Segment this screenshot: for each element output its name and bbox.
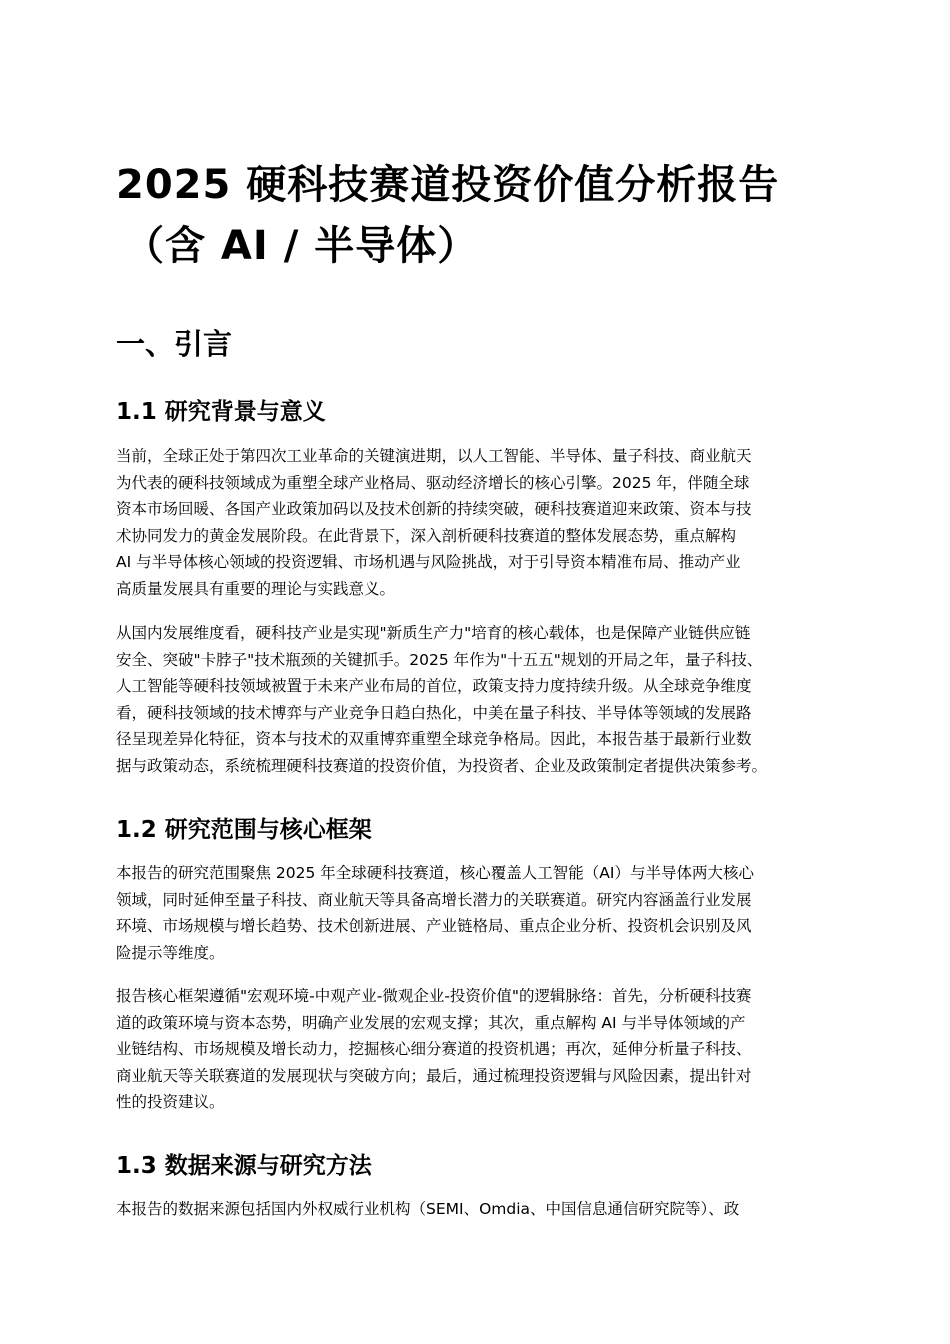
document-title-line-2: （含 AI / 半导体） <box>124 223 479 269</box>
text-line: 人工智能等硬科技领域被置于未来产业布局的首位，政策支持力度持续升级。从全球竞争维度 <box>116 677 752 695</box>
subsection-heading-1-3: 1.3 数据来源与研究方法 <box>116 1153 372 1179</box>
paragraph-1-2-b <box>116 983 856 1116</box>
text-line: AI 与半导体核心领域的投资逻辑、市场机遇与风险挑战，对于引导资本精准布局、推动产业 <box>116 553 741 571</box>
paragraph-1-1-b <box>116 620 856 779</box>
subsection-heading-1-2: 1.2 研究范围与核心框架 <box>116 817 372 843</box>
text-line: 高质量发展具有重要的理论与实践意义。 <box>116 579 396 598</box>
text-line: 径呈现差异化特征，资本与技术的双重博弈重塑全球竞争格局。因此，本报告基于最新行业数 <box>116 730 752 748</box>
document-title <box>116 155 856 277</box>
subsection-heading-1-1: 1.1 研究背景与意义 <box>116 399 326 425</box>
text-line: 环境、市场规模与增长趋势、技术创新进展、产业链格局、重点企业分析、投资机会识别及风 <box>116 917 752 935</box>
text-line: 业链结构、市场规模及增长动力，挖掘核心细分赛道的投资机遇；再次，延伸分析量子科技、 <box>116 1040 752 1058</box>
text-line: 资本市场回暖、各国产业政策加码以及技术创新的持续突破，硬科技赛道迎来政策、资本与技 <box>116 500 752 518</box>
text-line: 报告核心框架遵循"宏观环境-中观产业-微观企业-投资价值"的逻辑脉络：首先，分析硬科技赛 <box>116 987 752 1005</box>
text-line: 性的投资建议。 <box>116 1093 225 1111</box>
text-line: 领域，同时延伸至量子科技、商业航天等具备高增长潜力的关联赛道。研究内容涵盖行业发展 <box>116 890 752 909</box>
paragraph-1-1-a <box>116 443 856 602</box>
text-line: 商业航天等关联赛道的发展现状与突破方向；最后，通过梳理投资逻辑与风险因素，提出针对 <box>116 1066 752 1085</box>
text-line: 道的政策环境与资本态势，明确产业发展的宏观支撑；其次，重点解构 AI 与半导体领域的产 <box>116 1013 746 1032</box>
text-line: 当前，全球正处于第四次工业革命的关键演进期，以人工智能、半导体、量子科技、商业航天 <box>116 447 752 465</box>
text-line: 险提示等维度。 <box>116 943 225 962</box>
text-line: 看，硬科技领域的技术博弈与产业竞争日趋白热化，中美在量子科技、半导体等领域的发展路 <box>116 703 752 722</box>
text-line: 从国内发展维度看，硬科技产业是实现"新质生产力"培育的核心载体，也是保障产业链供应链 <box>116 624 751 642</box>
text-line: 为代表的硬科技领域成为重塑全球产业格局、驱动经济增长的核心引擎。2025 年，伴随全球 <box>116 473 750 492</box>
text-line: 本报告的数据来源包括国内外权威行业机构（SEMI、Omdia、中国信息通信研究院等）、政 <box>116 1200 740 1218</box>
paragraph-1-2-a <box>116 860 856 966</box>
section-heading-introduction: 一、引言 <box>116 327 233 361</box>
text-line: 术协同发力的黄金发展阶段。在此背景下，深入剖析硬科技赛道的整体发展态势，重点解构 <box>116 526 737 545</box>
text-line: 据与政策动态，系统梳理硬科技赛道的投资价值，为投资者、企业及政策制定者提供决策参考。 <box>116 756 768 775</box>
text-line: 安全、突破"卡脖子"技术瓶颈的关键抓手。2025 年作为"十五五"规划的开局之年，量子科技、 <box>116 650 763 669</box>
document-title-line-1: 2025 硬科技赛道投资价值分析报告 <box>116 162 780 208</box>
text-line: 本报告的研究范围聚焦 2025 年全球硬科技赛道，核心覆盖人工智能（AI）与半导体两大核心 <box>116 864 754 882</box>
paragraph-1-3-a <box>116 1196 856 1223</box>
